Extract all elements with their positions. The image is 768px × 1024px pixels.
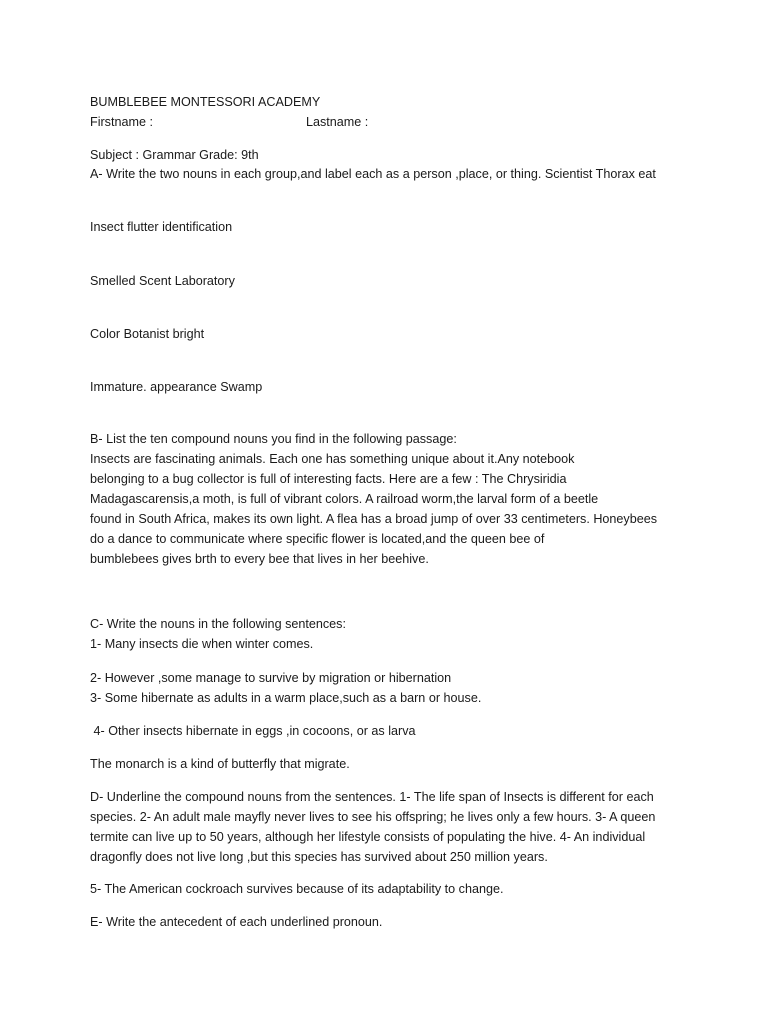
school-name: BUMBLEBEE MONTESSORI ACADEMY: [90, 95, 321, 109]
section-b-passage-line: Insects are fascinating animals. Each one has something unique about it.Any notebook: [90, 452, 575, 466]
section-d-line: termite can live up to 50 years, although her lifestyle consists of populating the hive. 4- An individual: [90, 830, 646, 844]
section-b-passage-line: do a dance to communicate where specific flower is located,and the queen bee of: [90, 532, 545, 546]
section-a-instruction: A- Write the two nouns in each group,and label each as a person ,place, or thing. Scientist Thorax eat: [90, 167, 656, 181]
section-a-group-1: Insect flutter identification: [90, 220, 233, 234]
firstname-label: Firstname :: [90, 115, 153, 129]
section-a-group-4: Immature. appearance Swamp: [90, 380, 263, 394]
subject-line: Subject : Grammar Grade: 9th: [90, 148, 259, 162]
section-d-line: dragonfly does not live long ,but this species has survived about 250 million years.: [90, 850, 548, 864]
section-d-line: D- Underline the compound nouns from the sentences. 1- The life span of Insects is different for each: [90, 790, 654, 804]
section-c-item-2: 2- However ,some manage to survive by migration or hibernation: [90, 671, 452, 685]
section-a-group-2: Smelled Scent Laboratory: [90, 274, 235, 288]
section-a-group-3: Color Botanist bright: [90, 327, 205, 341]
section-b-instruction: B- List the ten compound nouns you find in the following passage:: [90, 432, 457, 446]
section-c-item-1: 1- Many insects die when winter comes.: [90, 637, 314, 651]
section-b-passage-line: found in South Africa, makes its own light. A flea has a broad jump of over 33 centimeters. Honeybees: [90, 512, 658, 526]
section-b-passage-line: Madagascarensis,a moth, is full of vibrant colors. A railroad worm,the larval form of a beetle: [90, 492, 599, 506]
section-b-passage-line: bumblebees gives brth to every bee that lives in her beehive.: [90, 552, 429, 566]
section-c-item-4: 4- Other insects hibernate in eggs ,in cocoons, or as larva: [90, 724, 416, 738]
section-c-item-3: 3- Some hibernate as adults in a warm place,such as a barn or house.: [90, 691, 482, 705]
lastname-label: Lastname :: [306, 115, 369, 129]
section-e-instruction: E- Write the antecedent of each underlined pronoun.: [90, 915, 383, 929]
section-d-item-5: 5- The American cockroach survives because of its adaptability to change.: [90, 882, 504, 896]
section-c-item-5: The monarch is a kind of butterfly that migrate.: [90, 757, 350, 771]
section-d-line: species. 2- An adult male mayfly never lives to see his offspring; he lives only a few hours. 3- A queen: [90, 810, 656, 824]
section-c-instruction: C- Write the nouns in the following sentences:: [90, 617, 346, 631]
section-b-passage-line: belonging to a bug collector is full of interesting facts. Here are a few : The Chrysiridia: [90, 472, 567, 486]
